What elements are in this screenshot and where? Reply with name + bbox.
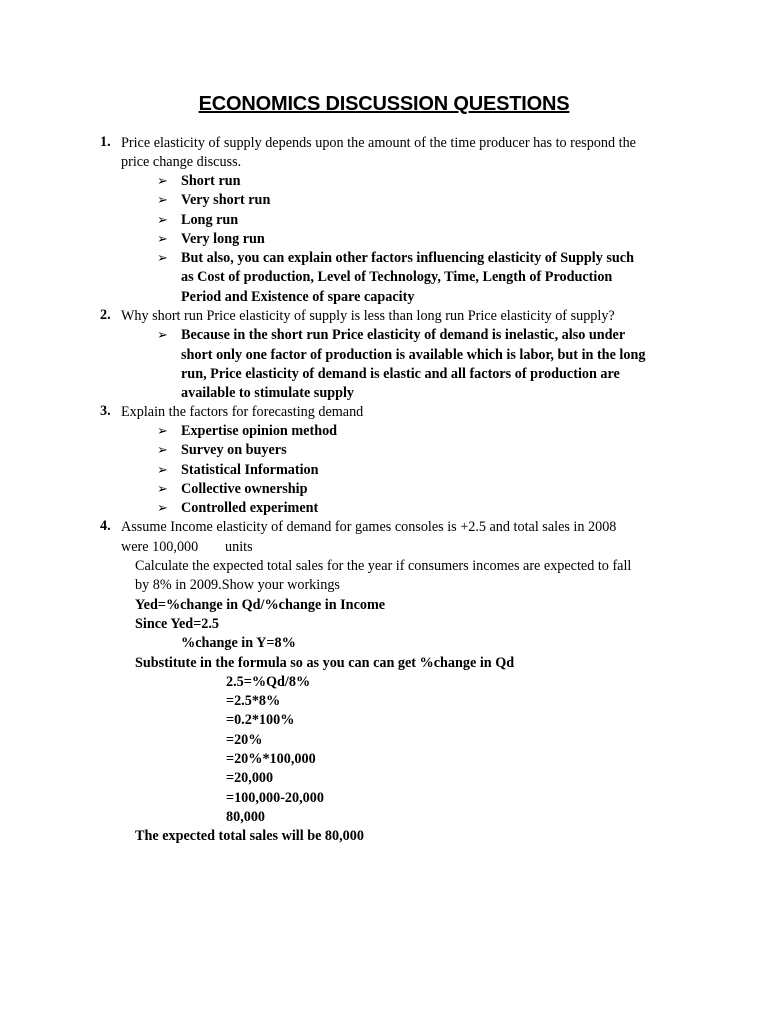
q2-answer-line: Because in the short run Price elasticity of demand is inelastic, also under bbox=[181, 327, 626, 343]
substitute-instruction: Substitute in the formula so as you can can get %change in Qd bbox=[135, 655, 515, 671]
q3-bullet: Survey on buyers bbox=[181, 442, 287, 458]
arrow-bullet-icon: ➢ bbox=[157, 250, 168, 265]
arrow-bullet-icon: ➢ bbox=[157, 481, 168, 496]
arrow-bullet-icon: ➢ bbox=[157, 423, 168, 438]
arrow-bullet-icon: ➢ bbox=[157, 192, 168, 207]
yed-formula: Yed=%change in Qd/%change in Income bbox=[135, 597, 386, 613]
q1-bullet-other-factors-cont: as Cost of production, Level of Technology, Time, Length of Production bbox=[181, 269, 613, 285]
question-1-text: Price elasticity of supply depends upon the amount of the time producer has to respond the bbox=[121, 135, 636, 151]
question-4-text-cont: were 100,000 bbox=[121, 539, 199, 555]
question-4-units: units bbox=[225, 539, 253, 555]
question-3-text: Explain the factors for forecasting demand bbox=[121, 404, 364, 420]
calculation-step: =0.2*100% bbox=[226, 712, 295, 728]
q3-bullet: Statistical Information bbox=[181, 462, 319, 478]
q2-answer-line: short only one factor of production is available which is labor, but in the long bbox=[181, 347, 646, 363]
calculation-step: =20% bbox=[226, 732, 263, 748]
calculation-step: =20%*100,000 bbox=[226, 751, 316, 767]
q1-bullet-other-factors-cont: Period and Existence of spare capacity bbox=[181, 289, 415, 305]
q3-bullet: Expertise opinion method bbox=[181, 423, 338, 439]
calculation-step: =2.5*8% bbox=[226, 693, 281, 709]
q1-bullet-other-factors: But also, you can explain other factors influencing elasticity of Supply such bbox=[181, 250, 634, 266]
calculation-result: 80,000 bbox=[226, 809, 266, 825]
arrow-bullet-icon: ➢ bbox=[157, 327, 168, 342]
question-4-task-cont: by 8% in 2009.Show your workings bbox=[135, 577, 340, 593]
question-4-number: 4. bbox=[100, 518, 111, 534]
q3-bullet: Controlled experiment bbox=[181, 500, 319, 516]
calculation-step: =20,000 bbox=[226, 770, 274, 786]
conclusion: The expected total sales will be 80,000 bbox=[135, 828, 364, 844]
question-1-text-cont: price change discuss. bbox=[121, 154, 242, 170]
page-title: ECONOMICS DISCUSSION QUESTIONS bbox=[198, 93, 570, 115]
calculation-step: =100,000-20,000 bbox=[226, 790, 324, 806]
q2-answer-line: available to stimulate supply bbox=[181, 385, 355, 401]
change-in-y: %change in Y=8% bbox=[181, 635, 296, 651]
arrow-bullet-icon: ➢ bbox=[157, 500, 168, 515]
q1-bullet-long-run: Long run bbox=[181, 212, 239, 228]
question-1-number: 1. bbox=[100, 134, 111, 150]
question-2-number: 2. bbox=[100, 307, 111, 323]
q2-answer-line: run, Price elasticity of demand is elastic and all factors of production are bbox=[181, 366, 620, 382]
q1-bullet-very-short-run: Very short run bbox=[181, 192, 271, 208]
arrow-bullet-icon: ➢ bbox=[157, 212, 168, 227]
question-4-task: Calculate the expected total sales for the year if consumers incomes are expected to fall bbox=[135, 558, 632, 574]
arrow-bullet-icon: ➢ bbox=[157, 173, 168, 188]
q3-bullet: Collective ownership bbox=[181, 481, 308, 497]
q1-bullet-very-long-run: Very long run bbox=[181, 231, 265, 247]
arrow-bullet-icon: ➢ bbox=[157, 231, 168, 246]
arrow-bullet-icon: ➢ bbox=[157, 442, 168, 457]
arrow-bullet-icon: ➢ bbox=[157, 462, 168, 477]
since-yed: Since Yed=2.5 bbox=[135, 616, 220, 632]
q1-bullet-short-run: Short run bbox=[181, 173, 241, 189]
question-3-number: 3. bbox=[100, 403, 111, 419]
question-2-text: Why short run Price elasticity of supply is less than long run Price elasticity of supply? bbox=[121, 308, 615, 324]
calculation-step: 2.5=%Qd/8% bbox=[226, 674, 311, 690]
question-4-text: Assume Income elasticity of demand for games consoles is +2.5 and total sales in 2008 bbox=[121, 519, 617, 535]
